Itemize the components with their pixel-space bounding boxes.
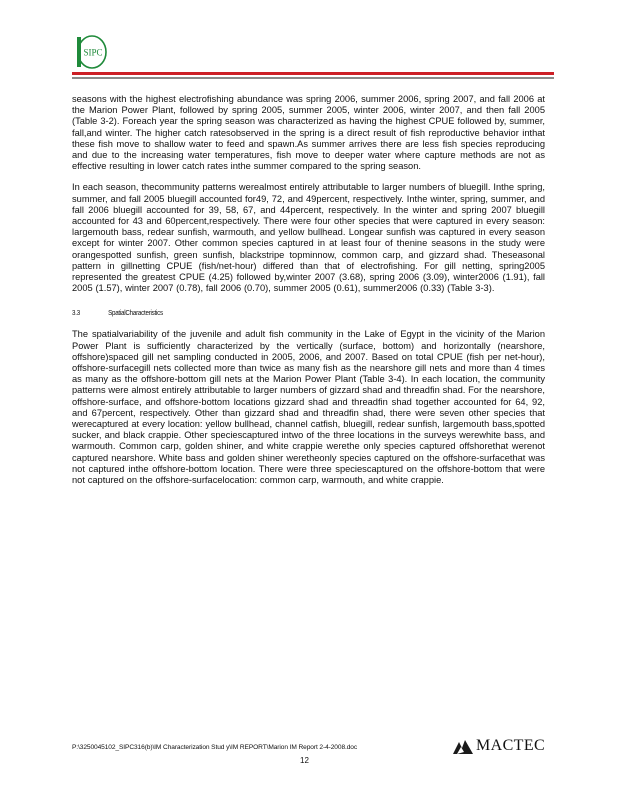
mactec-mark-icon — [452, 737, 474, 755]
header-gray-rule — [72, 77, 554, 79]
section-number: 3.3 — [72, 308, 80, 318]
page-number: 12 — [300, 756, 309, 765]
section-title: SpatialCharacteristics — [108, 308, 163, 318]
paragraph-1: seasons with the highest electrofishing abundance was spring 2006, summer 2006, spring 2007, and fall 2006 at the Marion Power Plant, followed by spring 2005, summer 2005, winter 2006, winter 2007, and then fall 2005 (Table 3-2). Foreach year the spring season was characterized as having the highest CPUE followed by, summer, fall,and winter. The higher catch ratesobserved in the spring is a direct result of fish reproductive behavior inthat these fish move to shallow water to feed and spawn.As summer arrives there are less fish species reproducing and due to the increasing water temperatures, fish move to deeper water where capture methods are not as effective resulting in lower catch rates inthe summer compared to the spring season. — [72, 94, 545, 172]
header-red-rule — [72, 72, 554, 75]
mactec-logo — [452, 737, 545, 755]
logo-text: SIPC — [83, 47, 103, 58]
mactec-brand-text: MACTEC — [476, 737, 546, 754]
sipc-logo — [74, 34, 110, 70]
paragraph-3: The spatialvariability of the juvenile and adult fish community in the Lake of Egypt in the vicinity of the Marion Power Plant is sufficiently characterized by the vertically (surface, bottom) and horizontally (nearshore, offshore)spaced gill net sampling conducted in 2005, 2006, and 2007. Based on total CPUE (fish per net-hour), offshore-surfacegill nets collected more than twice as many fish as the nearshore gill nets and more than 4 times as many as the offshore-bottom gill nets at the Marion Power Plant (Table 3-4). In each location, the community patterns were almost entirely attributable to larger numbers of gizzard shad and threadfin shad. For the nearshore, offshore-surface, and offshore-bottom locations gizzard shad and threadfin shad together accounted for 64, 92, and 67percent, respectively. Other than gizzard shad and threadfin shad, there were seven other species that werecaptured at every location: yellow bullhead, channel catfish, bluegill, redear sunfish, largemouth bass,spotted sucker, and black crappie. Other speciescaptured intwo of the three locations in the surveys werewhite bass, and warmouth. Common carp, golden shiner, and white crappie werethe only species captured offshorethat werenot captured nearshore. White bass and golden shiner weretheonly species captured on the offshore-surfacethat was not captured inthe offshore-bottom location. There were three speciescaptured on the offshore-bottom that were not captured on the offshore-surfacelocation: common carp, warmouth, and white crappie. — [72, 329, 545, 486]
footer-file-path: P:\3250045102_SIPC316(b)\IM Characterization Stud y\IM REPORT\Marion IM Report 2-4-2008.doc — [72, 744, 358, 751]
body-content — [72, 94, 545, 496]
paragraph-2: In each season, thecommunity patterns werealmost entirely attributable to larger numbers of bluegill. Inthe spring, summer, and fall 2005 bluegill accounted for49, 72, and 49percent, respectively. Inthe winter, spring, summer, and fall 2006 bluegill accounted for 39, 58, 67, and 44percent, respectively. In the winter and spring 2007 bluegill accounted for 43 and 60percent,respectively. There were four other species that were captured in every season: largemouth bass, redear sunfish, warmouth, and yellow bullhead. Longear sunfish was captured in every season except for winter 2007. Other common species captured in at least four of thenine seasons in the study were orangespotted sunfish, green sunfish, blackstripe topminnow, common carp, and gizzard shad. Theseasonal pattern in gillnetting CPUE (fish/net-hour) differed than that of electrofishing. For gill netting, spring2005 represented the greatest CPUE (4.25) followed by,winter 2007 (3.68), spring 2006 (3.09), winter2006 (1.91), fall 2005 (1.57), winter 2007 (0.78), fall 2006 (0.70), summer 2005 (0.61), summer2006 (0.33) (Table 3-3). — [72, 182, 545, 294]
section-heading — [72, 308, 460, 317]
